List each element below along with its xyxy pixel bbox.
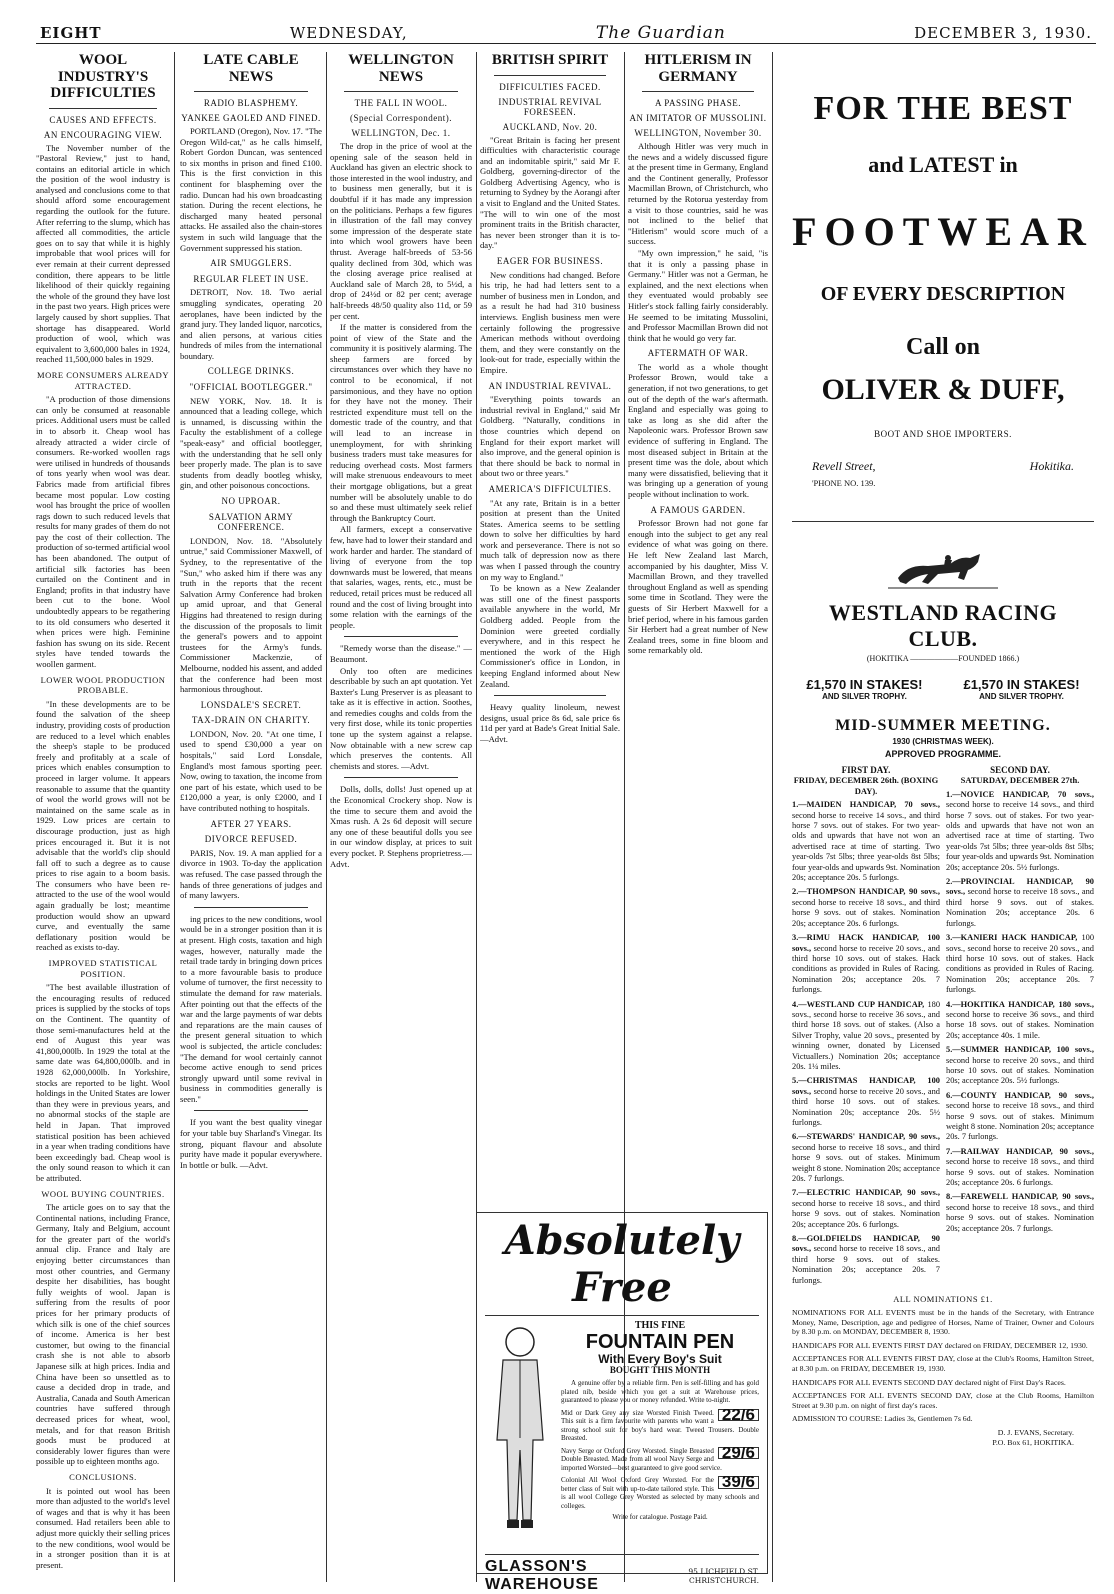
race-conditions: second horse to receive 18 sovs., and third horse 9 sovs. out of stakes. Nomination 20s; acceptance 20s. 7 furlongs.: [946, 1202, 1094, 1233]
race-conditions: second horse to receive 18 sovs., and third horse 9 sovs. out of stakes. Minimum weight 8 stone. Nomination 20s; acceptance 20s. 7 furlongs.: [792, 1142, 940, 1184]
subhead: CAUSES AND EFFECTS.: [49, 114, 157, 125]
subhead: TAX-DRAIN ON CHARITY.: [191, 715, 311, 726]
suit-description: Colonial All Wool Oxford Grey Worsted. For the better class of Suit with up-to-date tailored style. This is all wool College Grey Worsted as selected by many schools and colleges.: [561, 1476, 759, 1510]
meeting-subtitle: 1930 (CHRISTMAS WEEK).: [892, 737, 994, 746]
paragraph: LONDON, Nov. 18. "Absolutely untrue," said Commissioner Maxwell, of Sydney, to the representative of the "Sun," who asked him if there was any truth in the reports that the recent Salvation Army Conference had broken up amid uproar, and that General Higgins had threatened to resign during the discussion of the proposals to limit the general's powers and to appoint trustees for the Army's funds. Commissioner Mackenzie, of Melbourne, nodded his assent, and added that the conference had been most harmonious throughout.: [180, 535, 322, 695]
divider: [344, 777, 458, 778]
race-name: 7.—RAILWAY HANDICAP, 90 sovs.,: [946, 1146, 1094, 1156]
race-name: 6.—COUNTY HANDICAP, 90 sovs.,: [946, 1090, 1094, 1100]
subhead: A PASSING PHASE.: [655, 98, 741, 108]
notice: NOMINATIONS FOR ALL EVENTS must be in the hands of the Secretary, with Entrance Money, Name, Description, age and pedigree of Horses, Name of Trainer, Owner and Colours by 8.30 p.m. on MONDAY, DECEMBER 8, 1930.: [792, 1308, 1094, 1337]
ad-line: OLIVER & DUFF,: [821, 373, 1065, 406]
headline: WELLINGTON NEWS: [348, 52, 454, 85]
paragraph: If the matter is considered from the point of view of the State and the community it is positively alarming. The sheep farmers are forced by circumstances over which they have no control to be economical, if not parsimonious, and they have no option for they have not the money. Their restricted expenditure must tell on the domestic trade of the country, and that will lead to an increase in unemployment, for with shrinking business traders must take measures for reducing overhead costs. Most farmers will make strenuous endeavours to meet their mortgage obligations, but a great number will be absolutely unable to do so and these must ultimately seek relief through the Bankruptcy Court.: [330, 322, 472, 523]
ad-line: BOOT AND SHOE IMPORTERS.: [874, 429, 1012, 439]
advertisement-text: Dolls, dolls, dolls! Just opened up at the Economical Crockery shop. Now is the time to secure them and avoid the Xmas rush. A 2s 6d deposit will secure any one of these beautiful dolls you see in our window display, at prices to suit every pocket. P. Stephens proprietress.—Advt.: [330, 784, 472, 869]
meeting-title: MID-SUMMER MEETING.: [835, 717, 1051, 734]
race-name: 5.—CHRISTMAS HANDICAP, 100 sovs.,: [792, 1076, 940, 1096]
subhead: NO UPROAR.: [221, 496, 281, 506]
date: DECEMBER 3, 1930.: [914, 23, 1092, 42]
subhead: CONCLUSIONS.: [69, 1471, 137, 1482]
divider: [194, 1110, 308, 1111]
ad-line: FOUNTAIN PEN: [585, 1331, 735, 1353]
ad-line: OF EVERY DESCRIPTION: [820, 283, 1066, 305]
race-name: 5.—SUMMER HANDICAP, 100 sovs.,: [946, 1045, 1094, 1055]
paragraph: "The best available illustration of the encouraging results of reduced prices is supplied by the stocks of tops on the Continent. The quantity of those semi-manufactures held at the end of August this year was 41,800,000lb. In 1929 the total at the same date was 64,800,000lb. and in 1928 62,000,000lb. In Yorkshire, stocks are reported to be light. Wool holdings in the United States are lower than they were in previous years, and no abnormal stocks of the staple are held in Japan. That improved statistical position has been achieved in a year when trading conditions have been exceedingly bad. Cheap wool is the only sound reason to which it can be attributed.: [36, 982, 170, 1183]
column-divider: [174, 52, 175, 1582]
approved-programme: APPROVED PROGRAMME.: [884, 749, 1001, 759]
ad-line: THIS FINE: [634, 1320, 686, 1331]
street: Revell Street,: [812, 459, 876, 473]
first-day-programme: [792, 765, 940, 1290]
divider: [194, 91, 308, 92]
subhead: A FAMOUS GARDEN.: [650, 504, 746, 515]
page-number: EIGHT: [40, 23, 102, 42]
race-conditions: second horse to receive 14 sovs., and third horse 7 sovs. out of stakes. For two year-olds and upwards that have not won an advertised race at time of starting. Two year-olds 7st 5lbs; three year-olds 8st 5lbs; four year-olds and upwards 9st. Nomination 20s; acceptance 20s. 5½ furlongs.: [946, 800, 1094, 872]
ad-line: With Every Boy's Suit: [598, 1352, 722, 1366]
race-name: 8.—FAREWELL HANDICAP, 90 sovs.,: [946, 1192, 1094, 1202]
subhead: YANKEE GAOLED AND FINED.: [181, 113, 321, 123]
subhead: COLLEGE DRINKS.: [207, 366, 295, 377]
notice: ADMISSION TO COURSE: Ladies 3s, Gentlemen 7s 6d.: [792, 1414, 973, 1424]
notice: ACCEPTANCES FOR ALL EVENTS SECOND DAY, close at the Club Rooms, Hamilton Street at 9.30 p.m. on night of first day's races.: [792, 1391, 1094, 1410]
advertisement-text: Heavy quality linoleum, newest designs, usual price 8s 6d, sale price 6s 11d per yard at Bade's Great Initial Sale.—Advt.: [480, 702, 620, 744]
subhead: LOWER WOOL PRODUCTION PROBABLE.: [40, 674, 166, 696]
advertisement-text: Only too often are medicines describable by such an apt quotation. Yet Baxter's Lung Preserver is as pleasant to take as it is effective in action. Soothes, and remedies coughs and colds from the very first dose, while its tonic properties tone up the system against a relapse. Now obtainable with a new screw cap which preserves the contents. All chemists and stores. —Advt.: [330, 665, 472, 771]
notice: HANDICAPS FOR ALL EVENTS SECOND DAY declared night of First Day's Races.: [792, 1377, 1066, 1387]
race-name: 4.—WESTLAND CUP HANDICAP,: [792, 999, 925, 1009]
race-conditions: second horse to receive 18 sovs., and third horse 9 sovs. out of stakes. Nomination 20s; acceptance 20s. 6 furlongs.: [792, 897, 940, 928]
paragraph: All farmers, except a conservative few, have had to lower their standard and work harder and harder. The standard of living of everyone from the top downwards must be lowered, that means that salaries, wages, rents, etc., must be reduced, retail prices must be reduced all round and the cost of living brought into some relation with the earnings of the people.: [330, 524, 472, 630]
subhead: AN IMITATOR OF MUSSOLINI.: [629, 113, 767, 123]
subhead: WOOL BUYING COUNTRIES.: [41, 1188, 165, 1199]
race-conditions: 100 sovs., second horse to receive 20 sovs., and third horse 10 sovs. out of stakes. Hack conditions as provided in Rules of Racing. Nomination 20s; acceptance 20s. 7 furlongs.: [946, 933, 1095, 995]
paragraph: "Great Britain is facing her present difficulties with characteristic courage and an indomitable spirit," said Mr F. Goldberg, governing-director of the Goldberg Advertising Agency, who is returning to Sydney by the Aorangi after a visit to England and the United States. "The will to win one of the most prominent traits in the British character, has never been stronger than it is to-day.": [480, 134, 620, 251]
race-name: 2.—THOMPSON HANDICAP, 90 sovs.,: [792, 887, 940, 897]
price-tag: 22/6: [718, 1409, 759, 1422]
notice: ACCEPTANCES FOR ALL EVENTS FIRST DAY, close at the Club's Rooms, Hamilton Street, at 8.30 p.m. on FRIDAY, DECEMBER 19, 1930.: [792, 1354, 1094, 1374]
column-divider: [772, 52, 773, 1582]
divider: [194, 907, 308, 908]
headline: WOOL INDUSTRY'S DIFFICULTIES: [50, 52, 156, 101]
paragraph: New conditions had changed. Before his trip, he had had letters sent to a number of business men in London, and as a result he had had 310 business interviews. English business men were certainly following the progressive American methods without overdoing them, and they were constantly on the look-out for trade, especially within the Empire.: [480, 269, 620, 375]
trophy-note: AND SILVER TROPHY.: [822, 692, 907, 701]
secretary: D. J. EVANS, Secretary.: [997, 1428, 1074, 1438]
divider: [494, 75, 606, 76]
boy-in-suit-illustration: [485, 1320, 555, 1550]
phone: 'PHONE NO. 139.: [812, 478, 876, 488]
ad-footer: Write for catalogue. Postage Paid.: [612, 1513, 708, 1522]
subhead: AFTER 27 YEARS.: [210, 818, 292, 829]
subhead: DIFFICULTIES FACED.: [499, 81, 601, 92]
race-conditions: second horse to receive 20 sovs., and third horse 10 sovs. out of stakes. Nomination 20s; acceptance 20s. 5½ furlongs.: [792, 1086, 940, 1127]
article-wellington-news: [330, 52, 472, 1580]
article-hitlerism: [628, 52, 768, 1202]
subhead: AN ENCOURAGING VIEW.: [43, 129, 163, 140]
subhead: AIR SMUGGLERS.: [210, 258, 292, 269]
divider: [494, 695, 606, 696]
paragraph: DETROIT, Nov. 18. Two aerial smuggling syndicates, operating 20 aeroplanes, have been indicted by the grand jury. They landed liquor, narcotics, and alien persons, at various cities hundreds of miles from the international boundary.: [180, 287, 322, 361]
ad-line: BOUGHT THIS MONTH: [609, 1365, 711, 1376]
paragraph: NEW YORK, Nov. 18. It is announced that a leading college, which is unnamed, is discussing within the Faculty the establishment of a college "speak-easy" and official bootlegger, with the understanding that he sell only beer properly made. The plan is to save students from deadly bootleg whisky, gin, and other poisonous concoctions.: [180, 395, 322, 491]
race-conditions: 180 sovs., second horse to receive 36 sovs., and third horse 18 sovs. out of stakes. (Also a Silver Trophy, value 20 sovs., presented by winning owner, donated by Licensed Victuallers.) Nomination 20s; acceptance 20s. 1¼ miles.: [792, 999, 941, 1071]
race-name: 1.—NOVICE HANDICAP, 70 sovs.,: [946, 789, 1094, 799]
subhead: MORE CONSUMERS ALREADY ATTRACTED.: [37, 369, 169, 391]
ad-description: A genuine offer by a reliable firm. Pen is self-filling and has gold plated nib, beside which you get a suit at Warehouse prices, guaranteed to please you or money refunded. Write to-night.: [561, 1379, 759, 1405]
race-name: 6.—STEWARDS' HANDICAP, 90 sovs.,: [792, 1132, 940, 1142]
subhead: SALVATION ARMY CONFERENCE.: [208, 511, 294, 533]
paragraph: "At any rate, Britain is in a better position at present than the United States. America seems to be settling down to solve her difficulties by hard work and perseverance. There is not so much talk of depression now as there was when I passed through the country on my way to England.": [480, 497, 620, 582]
race-name: 2.—PROVINCIAL HANDICAP, 90 sovs.,: [946, 877, 1094, 897]
ad-line: FOR THE BEST: [813, 90, 1073, 127]
dateline: WELLINGTON, November 30.: [634, 128, 762, 138]
quotation: "Remedy worse than the disease." —Beaumont.: [330, 643, 472, 664]
subhead: IMPROVED STATISTICAL POSITION.: [48, 958, 158, 979]
footwear-advertisement: [792, 52, 1094, 522]
dateline: AUCKLAND, Nov. 20.: [502, 121, 598, 132]
divider: [344, 636, 458, 637]
race-name: 7.—ELECTRIC HANDICAP, 90 sovs.,: [792, 1188, 940, 1198]
suit-description: Navy Serge or Oxford Grey Worsted. Single Breasted Double Breasted. Made from all wool Navy Serge and imported Worsted—best guaranteed to give good service.: [561, 1446, 722, 1472]
race-conditions: second horse to receive 18 sovs., and third horse 9 sovs. out of stakes. Nomination 20s; acceptance 20s. 6 furlongs.: [946, 887, 1094, 928]
race-conditions: second horse to receive 36 sovs., and third horse 18 sovs. out of stakes. Nomination 20s; acceptance 40s. 1 mile.: [946, 1009, 1094, 1040]
paragraph: The world as a whole thought Professor Brown, would take a generation, if not two generations, to get out of the depth of the war's aftermath. England and especially was going to take as long as she did after the Napoleonic wars. Professor Brown saw evidence of suffering in England. The most diseased subject in Britain at the present time was the dole, about which many were dissatisfied, believing that it was bringing up a generation of young people without inclination to work.: [628, 361, 768, 499]
ad-line: FOOTWEAR: [792, 209, 1094, 254]
article-late-cable-news: [180, 52, 322, 1580]
day-date: SATURDAY, DECEMBER 27th.: [960, 775, 1080, 786]
price-tag: 39/6: [718, 1476, 759, 1489]
day: WEDNESDAY,: [289, 23, 408, 42]
article-wool-industry: [36, 52, 170, 1580]
store-name: GLASSON'S WAREHOUSE: [485, 1558, 599, 1593]
headline: BRITISH SPIRIT: [491, 52, 609, 68]
day-date: FRIDAY, DECEMBER 26th. (BOXING DAY).: [793, 775, 939, 796]
race-name: 3.—RIMU HACK HANDICAP, 100 sovs.,: [792, 933, 940, 953]
headline: LATE CABLE NEWS: [203, 52, 299, 85]
paragraph: The drop in the price of wool at the opening sale of the season held in Auckland has given an electric shock to those interested in the wool industry, and to business men generally, but it is doubtful if it has made any impression on the politicians. Perhaps a few figures in illustration of the fall may convey some impression of the desperate state into which wool growers have been thrust. Average half-breeds of 53-56 quality declined from 30d, which was the closing average price realised at Auckland sale of March 28, to 5½d, a drop of 24½d or 82 per cent; average half-breeds 48/50 quality also 11d, or 59 per cent.: [330, 141, 472, 321]
race-name: 3.—KANIERI HACK HANDICAP,: [946, 933, 1078, 943]
race-conditions: second horse to receive 18 sovs., and third horse 9 sovs. out of stakes. Minimum weight 8 stone. Nomination 20s; acceptance 20s. 7 furlongs.: [946, 1101, 1094, 1142]
paragraph: The article goes on to say that the Continental nations, including France, Germany, Italy and Belgium, account for the greater part of the world's annual clip. France and Italy are enjoying better circumstances than most other countries, and Germany despite her disabilities, has bought fully weights of wool. Japan is suffering from the results of poor prices for her primary products of which silk is one of the chief sources of income. America is her best customer, but owing to the financial crash she is not able to absorb Japanese silk at high prices. India and China have been so unsettled as to cause a decided drop in trade, and Australia, Canada and South American countries have suffered through decreased prices for wheat, wool, metals, and for that reason British goods must be produced at considerably lower figures than were possible up to eighteen months ago.: [36, 1202, 170, 1467]
divider: [642, 91, 754, 92]
stakes-amount: £1,570 IN STAKES!: [963, 677, 1080, 692]
paragraph: "Everything points towards an industrial revival in England," said Mr Goldberg. "Naturally, conditions in those countries which depend on England for their export market will also improve, and the general opinion is that there should be back to normal in about two or three years.": [480, 394, 620, 479]
race-conditions: second horse to receive 18 sovs., and third horse 9 sovs. out of stakes. Nomination 20s; acceptance 20s. 6 furlongs.: [946, 1157, 1094, 1188]
race-conditions: second horse to receive 14 sovs., and third horse 7 sovs. out of stakes. For two year-olds and upwards that have not won an advertised race at time of starting. Two year-olds 7st 5lbs; three year-olds 8st 5lbs; four year-olds and upwards 9st. Nomination 20s; acceptance 20s. 5 furlongs.: [792, 810, 940, 883]
store-address: 95 LICHFIELD ST. CHRISTCHURCH.: [688, 1567, 759, 1585]
paragraph: ing prices to the new conditions, wool would be in a stronger position than it is at present. High costs, taxation and high wages, however, naturally made the retail trade tardy in bringing down prices to a more favourable basis to produce volume of turnover, the first necessity to stimulate the demand for raw materials. After pointing out that the effects of the war and the large payments of war debts and reparations are the main causes of the present general situation to which wool is subjected, the article concludes: "The demand for wool certainly cannot become active enough to send prices strongly upward until some revival in business in commodities generally is seen.": [180, 913, 322, 1104]
suit-description: Mid or Dark Grey any size Worsted Finish Tweed. This suit is a firm favourite with parents who want a strong school suit for boy's hard wear. Tweed Trousers. Double Breasted.: [561, 1408, 759, 1443]
paragraph: PARIS, Nov. 19. A man applied for a divorce in 1903. To-day the application was refused. The case passed through the hands of three generations of judges and of many lawyers.: [180, 847, 322, 901]
club-subtitle: (HOKITIKA ——————FOUNDED 1866.): [866, 654, 1020, 663]
subhead: (Special Correspondent).: [350, 113, 452, 123]
paragraph: LONDON, Nov. 20. "At one time, I used to spend £30,000 a year on hospitals," said Lord Lonsdale, England's most famous sporting peer. Now, owing to taxation, the income from one part of his estate, which used to be £120,000 a year, is only £2000, and I have contributed nothing to hospitals.: [180, 728, 322, 814]
race-conditions: second horse to receive 18 sovs., and third horse 9 sovs. out of stakes. Nomination 20s; acceptance 20s. 6 furlongs.: [792, 1198, 940, 1229]
divider: [49, 108, 156, 109]
race-name: 4.—HOKITIKA HANDICAP, 180 sovs.,: [946, 999, 1094, 1009]
race-conditions: second horse to receive 20 sovs., and third horse 10 sovs. out of stakes. Nomination 20s; acceptance 20s. 5½ furlongs.: [946, 1055, 1094, 1086]
subhead: AN INDUSTRIAL REVIVAL.: [488, 380, 612, 391]
ad-line: Call on: [905, 334, 980, 360]
subhead: "OFFICIAL BOOTLEGGER.": [189, 382, 313, 393]
article-british-spirit: [480, 52, 620, 1202]
dateline: WELLINGTON, Dec. 1.: [351, 128, 451, 138]
paragraph: To be known as a New Zealander was still one of the finest passports available anywhere in the world, Mr Goldberg added. People from the Dominion were greeted cordially everywhere, and in this respect he mentioned the work of the High Commissioner's office in London, in keeping England informed about New Zealand.: [480, 583, 620, 689]
subhead: LONSDALE'S SECRET.: [200, 699, 302, 710]
right-advertisements: [792, 52, 1094, 1582]
paragraph: PORTLAND (Oregon), Nov. 17. "The Oregon Wild-cat," as he calls himself, Robert Gordon Duncan, was sentenced to six months in prison and fined £100. This is the first conviction in this continent for blaspheming over the radio. Duncan had his own broadcasting station. During the recent elections, he discharged many heated personal attacks. He assailed also the chain-stores system in such wild language that the Government suppressed his station.: [180, 126, 322, 253]
race-name: 1.—MAIDEN HANDICAP, 70 sovs.,: [792, 800, 940, 810]
subhead: DIVORCE REFUSED.: [204, 834, 298, 845]
paragraph: The November number of the "Pastoral Review," just to hand, contains an editorial article in which the position of the wool industry is analysed and conclusions come to that should afford some encouragement regarding the outlook for the future. After referring to the slump, which has affected all commodities, the article goes on to say that while it is highly improbable that wool prices will for ever remain at their current depressed condition, there appears to be little likelihood of their quickly regaining the whole of the ground they have lost in the past two years. High prices were largely caused by short supplies. That shortage has disappeared. World production of wool, which was equivalent to 3,600,000 bales in 1924, reached 11,500,000 bales in 1929.: [36, 142, 170, 365]
subhead: RADIO BLASPHEMY.: [203, 98, 299, 108]
po-box: P.O. Box 61, HOKITIKA.: [992, 1437, 1074, 1447]
paragraph: Although Hitler was very much in the news and a widely discussed figure at the present time in Germany, England and the Continent generally, Professor Macmillan Brown, of Christchurch, who returned by the Rotorua yesterday from a visit to those countries, said he was not inclined to the belief that "Hitlerism" would score much of a success.: [628, 141, 768, 247]
ad-line: and LATEST in: [868, 152, 1018, 177]
subhead: THE FALL IN WOOL.: [354, 98, 448, 108]
racehorse-icon: [888, 550, 998, 590]
racing-club-advertisement: [792, 522, 1094, 1447]
subhead: EAGER FOR BUSINESS.: [496, 256, 604, 267]
paragraph: "A production of those dimensions can only be consumed at reasonable prices. Additional users must be called in to absorb it. Cheap wool has already attracted a wider circle of consumers. Re-worked woollen rags were utilised in hundreds of thousands of tons yearly when wool was dear. Fabrics made from artificial fibres became most popular. Low costing wool has brought the price of woollen rags down to such reduced levels that results for many grades of them do not pay the cost of their collection. The production of so-termed artificial wool has been abandoned. The output of artificial silk factories has been curtailed on the Continent and in England; profits in that industry have been cut to the bone. Wool undoubtedly appears to be regathering to its old consumers who deserted it when prices were high. Feminine fashion has swung on its side. Recent styles have tended towards the woollen garment.: [36, 394, 170, 669]
price-tag: 29/6: [718, 1447, 759, 1460]
race-conditions: second horse to receive 18 sovs., and third horse 9 sovs. out of stakes. Nomination 20s; acceptance 20s. 7 furlongs.: [792, 1244, 940, 1285]
notice: HANDICAPS FOR ALL EVENTS FIRST DAY declared on FRIDAY, DECEMBER 12, 1930.: [792, 1340, 1088, 1350]
race-conditions: second horse to receive 20 sovs., and third horse 10 sovs. out of stakes. Hack conditions as provided in Rules of Racing. Nomination 20s; acceptance 20s. 7 furlongs.: [792, 943, 940, 995]
all-nominations: ALL NOMINATIONS £1.: [893, 1294, 993, 1305]
fountain-pen-advertisement: [476, 1212, 768, 1593]
advertisement-text: If you want the best quality vinegar for your table buy Sharland's Vinegar. Its strong, piquant flavour and absolute purity have made it popular everywhere. In bottle or bulk. —Advt.: [180, 1117, 322, 1170]
second-day-programme: [946, 765, 1094, 1290]
ad-headline: Absolutely Free: [485, 1217, 759, 1316]
race-name: 8.—GOLDFIELDS HANDICAP, 90 sovs.,: [792, 1234, 940, 1254]
town: Hokitika.: [1029, 459, 1074, 473]
subhead: AFTERMATH OF WAR.: [647, 348, 749, 359]
paragraph: It is pointed out wool has been more than adjusted to the world's level of wages and that is why it has been consumed. Had retailers been able to adjust more quickly their selling prices to the new conditions, wool would be in a stronger position than it is at present.: [36, 1485, 170, 1570]
day-heading: SECOND DAY.: [990, 765, 1050, 775]
subhead: INDUSTRIAL REVIVAL FORESEEN.: [498, 96, 602, 117]
subhead: REGULAR FLEET IN USE.: [193, 273, 309, 284]
paragraph: "My own impression," he said, "is that it is only a passing phase in Germany." Hitler was not a German, he explained, and the next elections when they eventuated would probably see Hitler's stock falling fairly considerably. He seemed to be imitating Mussolini, and Professor Macmillan Brown did not think that he would go very far.: [628, 247, 768, 343]
stakes-amount: £1,570 IN STAKES!: [806, 677, 923, 692]
day-heading: FIRST DAY.: [841, 765, 891, 775]
headline: HITLERISM IN GERMANY: [644, 52, 752, 85]
paper-title: The Guardian: [595, 22, 726, 43]
divider: [344, 91, 458, 92]
paragraph: Professor Brown had not gone far enough into the subject to get any real evidence of what was going on there. He left New Zealand last March, accompanied by his daughter, Miss V. Macmillan Brown, and they travelled throughout England as well as spending some time in Scotland. They were the guests of Sir Herbert Maxwell for a brief period, where in his famous garden Sir Herbert had a great number of New Zealand trees, some in fine bloom and some remarkably old.: [628, 518, 768, 656]
masthead: [36, 22, 1096, 44]
paragraph: "In these developments are to be found the salvation of the sheep industry, providing costs of production are reduced to a level which enables the sheep's staple to be produced freely and profitably at a scale of prices which enables consumption to proceed in larger volume. It appears reasonable to assume that the quantity of wool the world grows will not be maintained on the same scale as in 1929. Low prices are certain to discourage production, just as high prices encouraged it. But it is not advisable that the world's clip should fall off to such a degree as to cause prices to rise again to a boom basis. The consumers who have been re-attracted to the use of the wool would again gradually be lost; meantime production would show an upward curve, and eventually the same deflationary position would be reached as exists to-day.: [36, 698, 170, 953]
club-name: WESTLAND RACING CLUB.: [828, 600, 1058, 651]
subhead: AMERICA'S DIFFICULTIES.: [488, 483, 612, 494]
trophy-note: AND SILVER TROPHY.: [979, 692, 1064, 701]
column-divider: [326, 52, 327, 1582]
